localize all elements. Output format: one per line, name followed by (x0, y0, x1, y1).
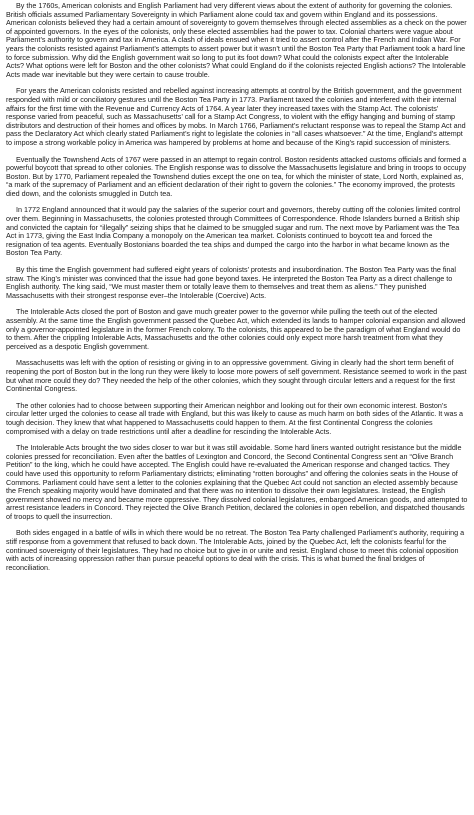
paragraph-7: Massachusetts was left with the option of resisting or giving in to an oppressive government. Giving in clearly had the short term benefit of reopening the port of Boston but in the long run they were likely to loose more powers of self government. Resistance seemed to work in the past but what more could they do? They needed the help of the other colonies, which they sought through circular letters and a request for the first Continental Congress. (6, 358, 467, 394)
paragraph-4: In 1772 England announced that it would pay the salaries of the superior court and governors, thereby cutting off the colonies limited control over them. Beginning in Massachusetts, the colonies protested through Committees of Correspondence. Rhode Islanders burned a British ship and convicted the captain for “illegally” seizing ships that he claimed to be smuggled sugar and rum. The next move by Parliament was the Tea Act in 1773, giving the East India Company a monopoly on the American tea market. Colonists continued to boycott tea and forced the resignation of tea agents. Eventually Bostonians boarded the tea ships and dumped the cargo into the harbor in what became known as the Boston Tea Party. (6, 205, 461, 258)
paragraph-5: By this time the English government had suffered eight years of colonists’ protests and insubordination. The Boston Tea Party was the final straw. The King’s minister was convinced that the issue had gone beyond taxes. He interpreted the Boston Tea Party as a direct challenge to English authority. The king said, “We must master them or totally leave them to themselves and treat them as aliens.” They punished Massachusetts with their strongest response ever–the Intolerable (Coercive) Acts. (6, 265, 457, 300)
paragraph-1: By the 1760s, American colonists and English Parliament had very different views about the extent of authority for governing the colonies. British officials assumed Parliamentary Sovereignty in which Parliament alone could tax and govern within England and its possessions. American colonists believed they had a certain amount of sovereignty to govern themselves through elected assemblies as a check on the power of appointed governors. In the eyes of the colonists, only these elected assemblies had the power to tax. Colonial charters were vague about Parliament’s authority to govern and tax in America. A clash of ideals ensued when it tried to assert control after the French and Indian War. For years the colonists resisted against Parliament’s attempts to assert power but it wasn’t until the Boston Tea Party that Parliament took a hard line to force submission. Why did the English government wait so long to put its foot down? What could the colonists expect after the Intolerable Acts? What options were left for Boston and the other colonists? What could England do if the colonists rejected English actions? The Intolerable Acts made war inevitable but they were certain to cause trouble. (6, 1, 467, 79)
paragraph-8: The other colonies had to choose between supporting their American neighbor and looking out for their own economic interest. Boston’s circular letter urged the colonies to cease all trade with England, but this was likely to cause as much harm on both sides of the Atlantic. It was a tough decision. They knew that what happened to Massachusetts could happen to them. At the first Continental Congress the colonies compromised with a delay on trade restrictions until after a deadline for rescinding the Intolerable Acts. (6, 400, 464, 436)
paragraph-6: The Intolerable Acts closed the port of Boston and gave much greater power to the governor while pulling the teeth out of the elected assembly. At the same time the English government passed the Quebec Act, which extended its lands to hamper colonial expansion and allowed only a governor-appointed legislature in the former French colony. To the colonists, this appeared to be the paradigm of what England would do to them. After the crippling Intolerable Acts, Massachusetts and the other colonies could only expect more harsh treatment from what they perceived as a despotic English government. (6, 307, 466, 351)
paragraph-9: The Intolerable Acts brought the two sides closer to war but it was still avoidable. Some hard liners wanted outright resistance but the middle colonies pressed for reconciliation. Even after the battles of Lexington and Concord, the Second Continental Congress sent an “Olive Branch Petition” to the king, which he could have accepted. The English could have re-evaluated the American response and changed tactics. They could have used this opportunity to reform Parliamentary districts; eliminating “rotten boroughs” and offering the colonies seats in the House of Commons. Parliament could have sent a letter to the colonies explaining that the Quebec Act could not sanction an elected assembly because the French speaking majority would have dominated and that there was no intention to dissolve their own legislatures. Instead, the English government showed no mercy and became more oppressive. They dissolved colonial legislatures, embargoed American goods, and attempted to arrest resistance leaders in Concord. They rejected the Olive Branch Petition, declared the colonies in open rebellion, and dispatched thousands of troops to quell the insurrection. (6, 443, 468, 521)
paragraph-10: Both sides engaged in a battle of wills in which there would be no retreat. The Boston Tea Party challenged Parliament’s authority, requiring a stiff response from a government that refused to back down. The Intolerable Acts, joined by the Quebec Act, left the colonists fearful for the continued sovereignty of their legislatures. They had no choice but to give in or unite and resist. England chose to meet this colonial opposition with acts of increasing oppression rather than pursue peaceful options to deal with the crisis. This is what burned the final bridges of reconciliation. (6, 528, 465, 572)
paragraph-3: Eventually the Townshend Acts of 1767 were passed in an attempt to regain control. Boston residents attacked customs officials and formed a powerful boycott that spread to other colonies. The English response was to dissolve the Massachusetts legislature and bring in troops to occupy Boston. But by 1770, Parliament repealed the Townshend duties except the one on tea, for which the minister of state, Lord North, explained as, “a mark of the supremacy of Parliament and an efficient declaration of their right to govern the colonies.” The economy improved, the protests died down, and the colonists smuggled in Dutch tea. (6, 154, 467, 198)
paragraph-2: For years the American colonists resisted and rebelled against increasing attempts at control by the British government, and the government responded with mild or conciliatory gestures until the Boston Tea Party in 1773. Parliament taxed the colonies and interfered with their internal affairs for the first time with the Revenue and Currency Acts of 1764. A year later they increased taxes with the Stamp Act. The colonists’ response varied from peaceful, such as Massachusetts’ call for a Stamp Act Congress, to violent with the effigy hanging and burning of stamp distributors and destruction of their homes and offices by mobs. In March 1766, Parliament’s reluctant response was to repeal the Stamp Act and pass the Declaratory Act which clearly stated Parliament’s right to legislate the colonies in “all cases whatsoever.” At the time, England’s attempt to impose a strong workable policy in America was hampered by problems at home and because of the King’s rapid succession of ministers. (6, 86, 466, 147)
